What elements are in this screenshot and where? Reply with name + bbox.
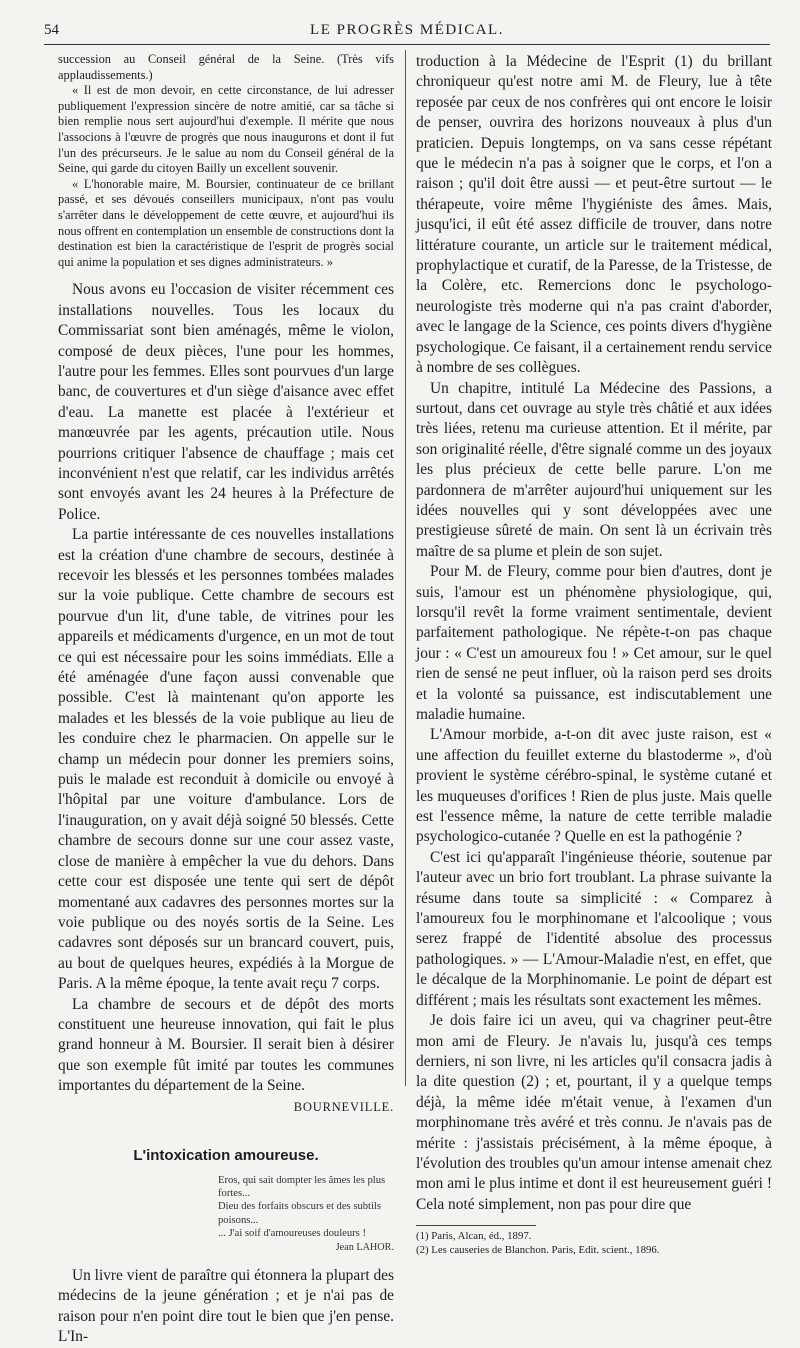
body-paragraph: Un chapitre, intitulé La Médecine des Passions, a surtout, dans cet ouvrage au style très châtié et aux idées très liées, retenu ma curieuse attention. Et il mérite, par son originalité réelle, d'être signalé comme un des joyaux les plus précieux de cette belle parure. L'on me pardonnera de m'arrêter aujourd'hui uniquement sur les idées nouvelles qui y sont développées avec une prestigieuse sûreté de main. On sent là un écrivain très maître de sa plume et plein de son sujet. [416,379,772,560]
epigraph-line: ... J'ai soif d'amoureuses douleurs ! [218,1228,366,1240]
body-paragraph: L'Amour morbide, a-t-on dit avec juste raison, est « une affection du feuillet externe du blastoderme », d'où provient le système cérébro-spinal, le système cutané et les muqueuses d'orifices ! Rien de plus juste. Mais quelle est l'essence même, la nature de cette terrible maladie psychologico-cutanée ? Quelle en est la pathogénie ? [416,726,772,846]
body-paragraph: La chambre de secours et de dépôt des morts constituent une heureuse innovation, qui fait le plus grand honneur à M. Boursier. Il serait bien à désirer que son exemple fût imité par toutes les communes importantes du département de la Seine. [58,995,394,1095]
signature: BOURNEVILLE. [293,1099,394,1114]
footnote: (2) Les causeries de Blanchon. Paris, Edit. scient., 1896. [416,1243,660,1256]
body-paragraph: Je dois faire ici un aveu, qui va chagriner peut-être mon ami de Fleury. Je n'avais lu, jusqu'à ces temps derniers, ni son livre, ni les articles qu'il consacra jadis à la dite question (2) ; et, pourtant, il y a quelque temps déjà, la même idée m'était venue, à l'examen d'un morphinomane très avéré et très connu. Je n'avais pas de mérite : j'assistais précisément, à la même époque, à l'évolution des troubles qu'un amour intense amenait chez mon ami le plus intime et dont il est heureusement guéri ! Cela noté simplement, non pas pour dire que [416,1012,772,1213]
quote-paragraph: succession au Conseil général de la Seine. (Très vifs applaudissements.) [58,52,394,82]
left-column [58,52,394,1348]
running-title: LE PROGRÈS MÉDICAL. [310,22,504,38]
article-start: Un livre vient de paraître qui étonnera la plupart des médecins de la jeune génération ; et je n'ai pas de raison pour n'en point dire tout le bien que j'en pense. L'In- [58,1267,394,1346]
epigraph [58,1174,394,1254]
article-title: L'intoxication amoureuse. [133,1146,319,1164]
footnote: (1) Paris, Alcan, éd., 1897. [416,1230,532,1243]
quote-paragraph: « L'honorable maire, M. Boursier, continuateur de ce brillant passé, et ses dévoués conseillers municipaux, n'ont pas voulu s'arrêter dans le développement de cette œuvre, et aujourd'hui ils nous offrent en contemplation un ensemble de constructions dont la destination est bien la caractéristique de l'esprit de progrès social qui anime la population et ses dignes administrateurs. » [58,176,394,269]
body-paragraph: C'est ici qu'apparaît l'ingénieuse théorie, soutenue par l'auteur avec un brio fort troublant. La phrase suivante la résume dans toute sa simplicité : « Comparez à l'amoureux fou le morphinomane et l'alcoolique ; vous serez frappé de l'identité absolue des processus pathologiques. » — L'Amour-Maladie n'est, en effet, que le décalque de la Morphinomanie. Le point de départ est différent ; mais les résultats sont exactement les mêmes. [416,848,772,1009]
page-number: 54 [44,22,59,38]
body-paragraph: La partie intéressante de ces nouvelles installations est la création d'une chambre de secours, destinée à recevoir les blessés et les personnes tombées malades sur la voie publique. Cette chambre de secours est pourvue d'un lit, d'une table, de vitrines pour les appareils et médicaments d'urgence, en un mot de tout ce qui est nécessaire pour les soins immédiats. Elle a été aménagée d'une façon aussi convenable que possible. C'est là maintenant qu'on apporte les malades et les blessés de la voie publique au lieu de les conduire chez le pharmacien. On appelle sur le champ un médecin pour donner les premiers soins, puis le malade est reconduit à domicile ou envoyé à l'hôpital par une voiture d'ambulance. Lors de l'inauguration, on y avait déjà soigné 50 blessés. Cette chambre de secours donne sur une cour assez vaste, close de manière à empêcher la vue du dehors. Dans cette cour est disposée une tente qui sert de dépôt momentané aux cadavres des personnes mortes sur la voie publique ou des noyés sortis de la Seine. Les cadavres sont déposés sur un brancard couvert, puis, au bout de quelques heures, expédiés à la Morgue de Paris. A la même époque, la tente avait reçu 7 corps. [58,526,394,993]
epigraph-line: Dieu des forfaits obscurs et des subtils poisons... [218,1201,381,1226]
epigraph-author: Jean LAHOR. [335,1241,394,1253]
body-paragraph: troduction à la Médecine de l'Esprit (1) du brillant chroniqueur qu'est notre ami M. de Fleury, lue à tête reposée par ceux de nos confrères qui ont encore le loisir de penser, ouvrira des horizons nouveaux à plus d'un praticien. Depuis longtemps, on va sans cesse répétant que le médecin n'a pas à soigner que le corps, et l'on a raison ; qu'il doit être aussi — et peut-être surtout — le thérapeute, voire même l'hygiéniste des âmes. Mais, jusqu'ici, il eût été assez difficile de trouver, dans notre littérature courante, un article sur le traitement médical, prophylactique et curatif, de la Paresse, de la Tristesse, de la Colère, etc. Remercions donc le psychologo-neurologiste très moderne qui n'a pas craint d'aborder, avec le langage de la Science, ces points divers d'hygiène psychologique. Ce faisant, il a certainement rendu service à nombre de ses collègues. [416,53,772,377]
body-paragraph: Nous avons eu l'occasion de visiter récemment ces installations nouvelles. Tous les locaux du Commissariat sont bien aménagés, même le violon, composé de deux pièces, l'une pour les hommes, l'autre pour les femmes. Elles sont pourvues d'un large banc, de couvertures et d'un siège d'aisance avec effet d'eau. La manette est placée à l'extérieur et manœuvrée par les agents, précaution utile. Nous pourrions critiquer l'absence de chauffage ; mais cet inconvénient n'est que relatif, car les individus arrêtés sont envoyés avant les 24 heures à la Préfecture de Police. [58,281,394,523]
body-paragraph: Pour M. de Fleury, comme pour bien d'autres, dont je suis, l'amour est un phénomène physiologique, qui, lorsqu'il revêt la forme vraiment sentimentale, devient parfaitement pathologique. Ne répète-t-on pas chaque jour : « C'est un amoureux fou ! » Cet amour, sur le quel rien de sensé ne peut influer, où la raison perd ses droits et la volonté sa puissance, est indiscutablement une maladie humaine. [416,563,772,723]
column-divider [405,50,406,1086]
footnote-rule [416,1225,536,1226]
right-column [416,52,772,1257]
quote-paragraph: « Il est de mon devoir, en cette circonstance, de lui adresser publiquement l'expression sincère de notre amitié, car sa tâche si bien remplie nous sert aujourd'hui d'exemple. Il mérite que nous l'associons à l'œuvre de progrès que nous inaugurons et dont il fut l'un des précurseurs. Je le salue au nom du Conseil général de la Seine, qui garde du citoyen Bailly un excellent souvenir. [58,83,394,176]
page-header [44,20,770,45]
epigraph-line: Eros, qui sait dompter les âmes les plus fortes... [218,1174,386,1199]
